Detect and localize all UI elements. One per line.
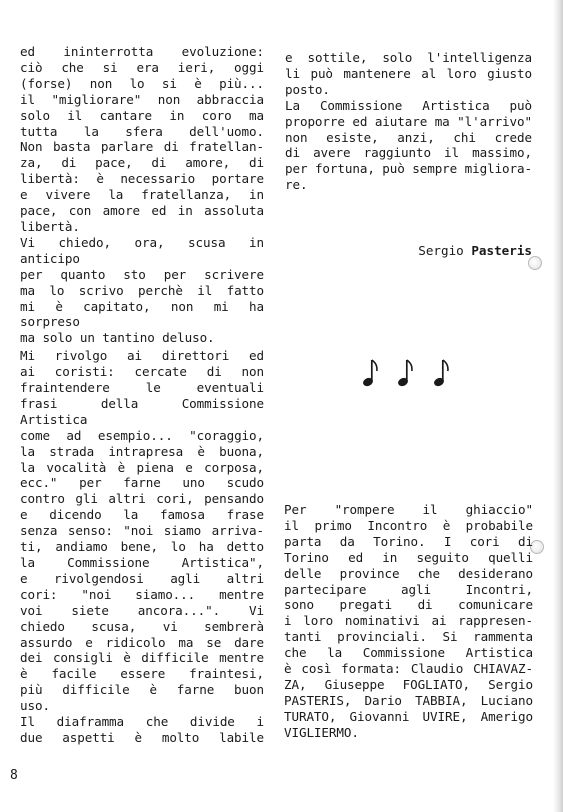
text-line: sono pregati di comunicare	[284, 597, 533, 613]
left-column	[20, 44, 264, 746]
text-line: PASTERIS, Dario TABBIA, Luciano	[284, 692, 533, 708]
page-number: 8	[10, 768, 18, 783]
text-line: re.	[285, 177, 308, 193]
text-line: senza senso: "noi siamo arriva-	[20, 523, 264, 539]
text-line: tutta la sfera dell'uomo.	[20, 123, 264, 139]
text-line: proporre ed aiutare ma "l'arrivo"	[285, 113, 532, 129]
text-line: VIGLIERMO.	[284, 724, 359, 740]
text-line: voi siete ancora...". Vi	[20, 602, 264, 618]
text-line: cori: "noi siamo... mentre	[20, 586, 264, 602]
text-line: che la Commissione Artistica	[284, 645, 533, 661]
author-first-name: Sergio	[418, 243, 464, 258]
text-line: per fortuna, può sempre migliora-	[285, 161, 532, 177]
text-line: ai coristi: cercate di non	[20, 364, 264, 380]
text-line: di avere raggiunto il massimo,	[285, 145, 532, 161]
text-line: Non basta parlare di fratellan-	[20, 139, 264, 155]
text-line: ma lo scrivo perchè il fatto	[20, 282, 264, 298]
text-line: partecipare agli Incontri,	[284, 581, 533, 597]
text-line: come ad esempio... "coraggio,	[20, 427, 264, 443]
text-line: libertà.	[20, 218, 80, 234]
right-column-bottom	[284, 502, 533, 741]
text-line: delle province che desiderano	[284, 565, 533, 581]
text-line: Vi chiedo, ora, scusa in anticipo	[20, 234, 264, 266]
text-line: più difficile è farne buon	[20, 682, 264, 698]
text-line: solo il cantare in coro ma	[20, 107, 264, 123]
text-line: la strada intrapresa è buona,	[20, 443, 264, 459]
text-line: la Commissione Artistica",	[20, 555, 264, 570]
text-line: la vocalità è piena e corposa,	[20, 459, 264, 475]
text-line: il "migliorare" non abbraccia	[20, 91, 264, 107]
text-line: contro gli altri cori, pensando	[20, 491, 264, 507]
text-line: Il diaframma che divide i	[20, 714, 264, 730]
text-line: posto.	[285, 81, 330, 97]
text-line: ZA, Giuseppe FOGLIATO, Sergio	[284, 676, 533, 692]
text-line: il primo Incontro è probabile	[284, 517, 533, 533]
author-signature	[300, 243, 532, 259]
text-line: ecc." per farne uno scudo	[20, 475, 264, 491]
text-line: due aspetti è molto labile	[20, 729, 264, 745]
text-line: La Commissione Artistica può	[285, 97, 532, 113]
text-line: uso.	[20, 698, 50, 714]
text-line: libertà: è necessario portare	[20, 171, 264, 187]
text-line: chiedo scusa, vi sembrerà	[20, 618, 264, 634]
text-line: non esiste, anzi, chi crede	[285, 129, 532, 145]
text-line: fraintendere le eventuali	[20, 380, 264, 396]
text-line: per quanto sto per scrivere	[20, 266, 264, 282]
text-line: (forse) non lo si è più...	[20, 75, 264, 91]
text-line: e vivere la fratellanza, in	[20, 187, 264, 203]
text-line: mi è capitato, non mi ha sorpreso	[20, 298, 264, 330]
text-line: ciò che si era ieri, oggi	[20, 59, 264, 75]
text-line: frasi della Commissione Artistica	[20, 395, 264, 427]
text-line: e dicendo la famosa frase	[20, 507, 264, 523]
text-line: assurdo e ridicolo ma se dare	[20, 634, 264, 650]
text-line: li può mantenere al loro giusto	[285, 65, 532, 81]
text-line: ed ininterrotta evoluzione:	[20, 44, 264, 59]
text-line: ma solo un tantino deluso.	[20, 330, 215, 346]
text-line: i loro nominativi ai rappresen-	[284, 613, 533, 629]
text-line: Torino ed in seguito quelli	[284, 549, 533, 565]
text-line: e rivolgendosi agli altri	[20, 570, 264, 586]
text-line: e sottile, solo l'intelligenza	[285, 50, 532, 65]
text-line: Mi rivolgo ai direttori ed	[20, 348, 264, 364]
right-column-top	[285, 50, 532, 193]
text-line: za, di pace, di amore, di	[20, 155, 264, 171]
text-line: è facile essere fraintesi,	[20, 666, 264, 682]
text-line: Per "rompere il ghiaccio"	[284, 502, 533, 517]
text-line: pace, con amore ed in assoluta	[20, 203, 264, 219]
author-last-name: Pasteris	[471, 243, 532, 258]
text-line: dei consigli è difficile mentre	[20, 650, 264, 666]
page-edge-shadow	[553, 0, 563, 812]
text-line: parta da Torino. I cori di	[284, 533, 533, 549]
text-line: tanti provinciali. Si rammenta	[284, 629, 533, 645]
text-line: TURATO, Giovanni UVIRE, Amerigo	[284, 708, 533, 724]
text-line: ti, andiamo bene, lo ha detto	[20, 539, 264, 555]
musical-notes-icon	[361, 355, 461, 389]
text-line: è così formata: Claudio CHIAVAZ-	[284, 661, 533, 677]
